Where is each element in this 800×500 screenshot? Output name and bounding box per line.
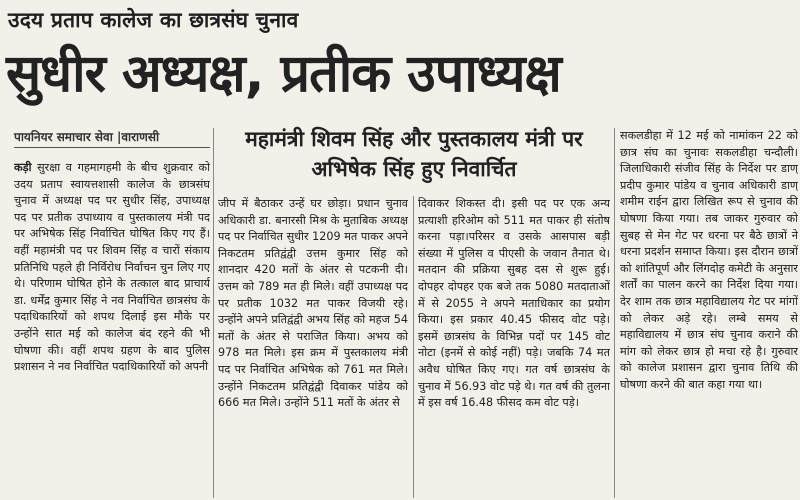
column-divider [614,128,615,498]
main-headline: सुधीर अध्यक्ष, प्रतीक उपाध्यक्ष [6,44,561,104]
column-text: दिवाकर शिकस्त दी। इसी पद पर एक अन्य प्रत्याशी हरिओम को 511 मत पाकर ही संतोष करना पड़ा।परिसर व उसके आसपास बड़ी संख्या में पुलिस व पीएसी के जवान तैनात थे। मतदान की प्रक्रिया सुबह दस से शुरू हुई। दोपहर दोपहर एक बजे तक 5080 मतदाताओं में से 2055 ने अपने मताधिकार का प्रयोग किया। इस प्रकार 40.45 फीसद वोट पड़े। इसमें छात्रसंघ के विभिन्न पदों पर 145 वोट नोटा (इनमें से कोई नहीं) पड़े। जबकि 74 मत अवैध घोषित किए गए। गत वर्ष छात्रसंघ के चुनाव में 56.93 वोट पड़े थे। गत वर्ष की तुलना में इस वर्ष 16.48 फीसद कम वोट पड़े। [418,197,610,410]
column-divider [413,196,414,498]
column-text: सुरक्षा व गहमागहमी के बीच शुक्रवार को उदय प्रताप स्वायत्तशासी कालेज के छात्रसंघ चुनाव में अध्यक्ष पद पर सुधीर सिंह, उपाध्यक्ष पद पर प्रतीक उपाध्याय व पुस्तकालय मंत्री पद पर अभिषेक सिंह निर्वाचित घोषित किए गए हैं। वहीं महामंत्री पद पर शिवम सिंह व चारों संकाय प्रतिनिधि पहले ही निर्विरोध निर्वाचन चुन लिए गए थे। परिणाम घोषित होने के तत्काल बाद प्राचार्य डा. धर्मेंद्र कुमार सिंह ने नव निर्वाचित छात्रसंघ के पदाधिकारियों को शपथ दिलाई इस मौके पर उन्होंने सात मई को कालेज बंद रहने की भी घोषणा की। वहीं शपथ ग्रहण के बाद पुलिस प्रशासन ने नव निर्वाचित पदाधिकारियों को अपनी [14,161,210,374]
dropcap-lead: कड़ी [14,161,32,174]
article-column-2 [218,196,408,498]
article-column-4 [620,128,798,498]
column-text: जीप में बैठाकर उन्हें घर छोड़ा। प्रधान चुनाव अधिकारी डा. बनारसी मिश्र के मुताबिक अध्यक्ष पद पर निर्वाचित सुधीर 1209 मत पाकर अपने निकटतम प्रतिद्वंद्वी उत्तम कुमार सिंह को शानदार 420 मतों के अंतर से पटकनी दी। उत्तम को 789 मत ही मिले। वहीं उपाध्यक्ष पद पर प्रतीक 1032 मत पाकर विजयी रहे। उन्होंने अपने प्रतिद्वंद्वी अभय सिंह को महज 54 मतों के अंतर से पराजित किया। अभय को 978 मत मिले। इस क्रम में पुस्तकालय मंत्री पद पर निर्वाचित अभिषेक को 761 मत मिले। उन्होंने निकटतम प्रतिद्वंद्वी दिवाकर पांडेय को 666 मत मिले। उन्होंने 511 मतों के अंतर से [218,197,408,410]
article-column-1 [14,160,210,498]
column-divider [213,128,214,498]
byline: पायनियर समाचार सेवा |वाराणसी [14,128,210,148]
column-text: सकलडीहा में 12 मई को नामांकन 22 को छात्र संघ का चुनावः सकलडीहा चन्दौली। जिलाधिकारी संजीव सिंह के निर्देश पर डाण् प्रदीप कुमार पांडेय व चुनाव अधिकारी डाण् शमीम राईन द्वारा लिखित रूप से चुनाव की घोषणा किया गया। तब जाकर गुरुवार को सुबह से मेन गेट पर धरना पर बैठे छात्रों ने धरना प्रदर्शन समाप्त किया। इस दौरान छात्रों को शांतिपूर्ण और लिंगदोह कमेटी के अनुसार शर्तों का पालन करने का निर्देश दिया गया। देर शाम तक छात्र महाविद्यालय गेट पर मांगों को लेकर अड़े रहे। लम्बे समय से महाविद्यालय में छात्र संघ चुनाव कराने की मांग को लेकर छात्र हो मचा रहे है। गुरुवार को कालेज प्रशासन द्वारा चुनाव तिथि की घोषणा करने की बात कहा गया था। [620,129,798,391]
kicker-headline: उदय प्रताप कालेज का छात्रसंघ चुनाव [8,8,299,32]
article-column-3 [418,196,610,498]
sub-headline: महामंत्री शिवम सिंह और पुस्तकालय मंत्री पर अभिषेक सिंह हुए निवार्चित [245,127,583,181]
